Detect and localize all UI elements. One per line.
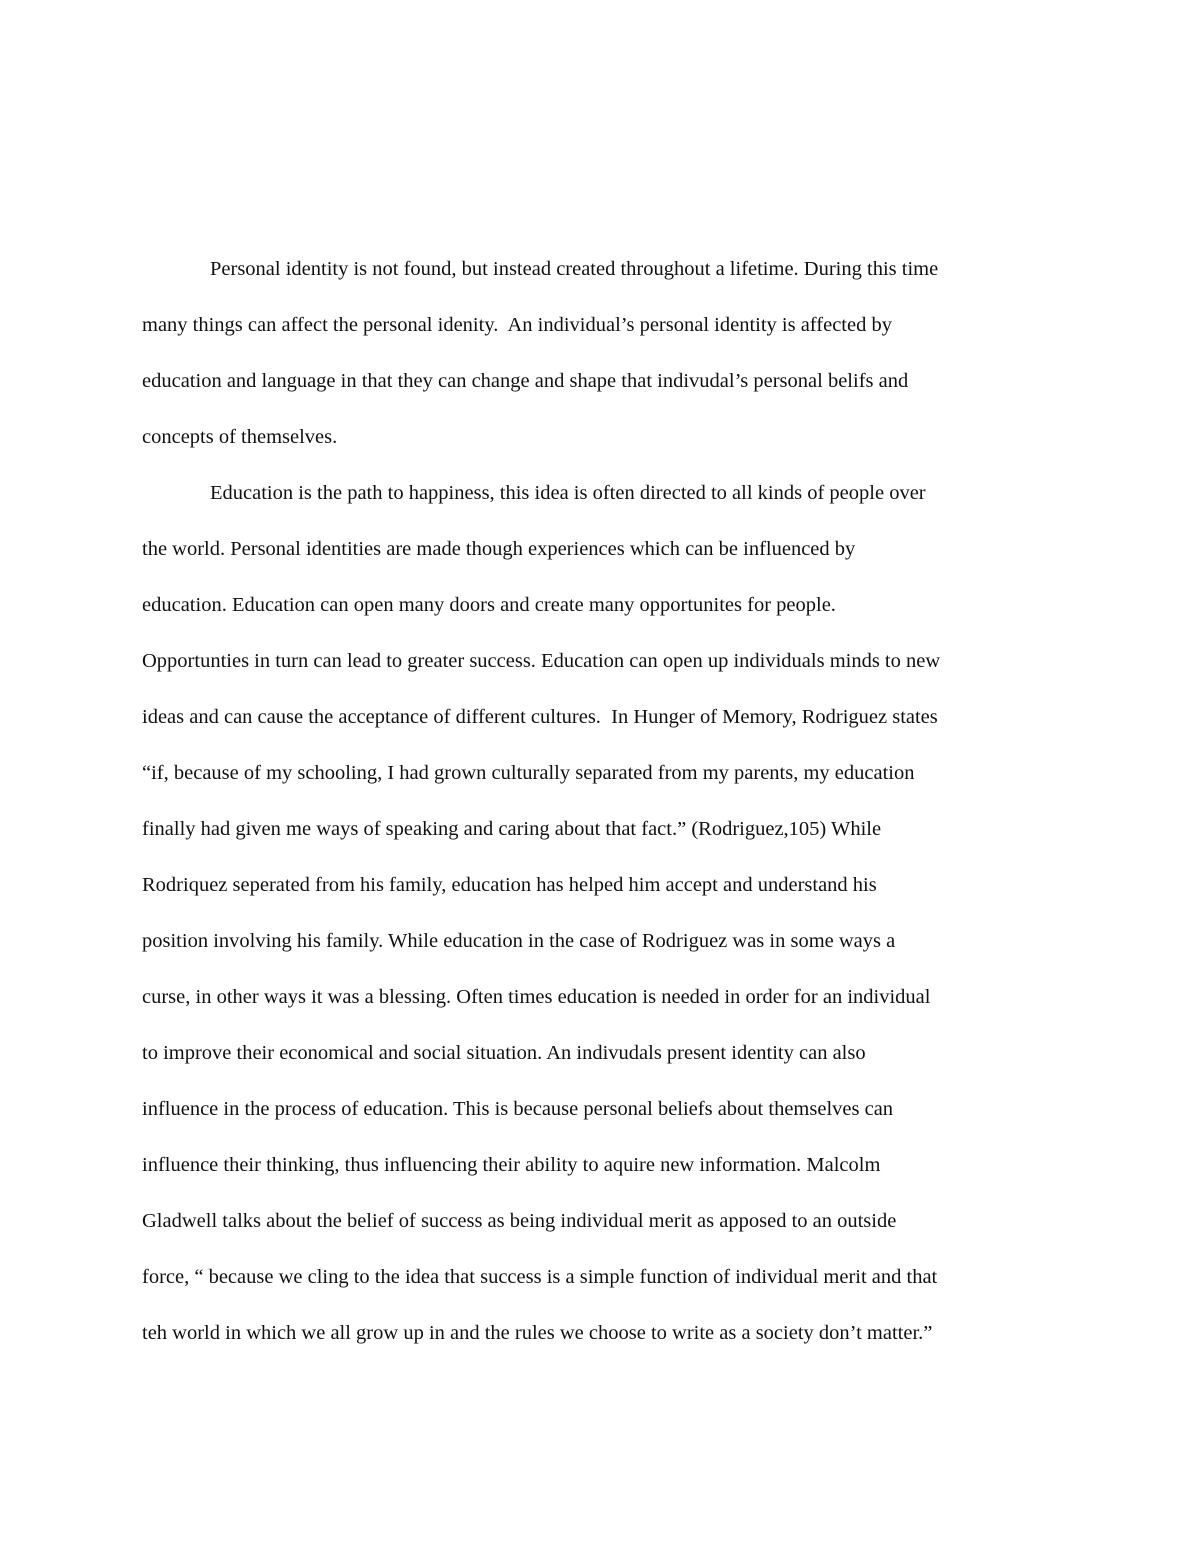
paragraph-2-line-10: curse, in other ways it was a blessing. Often times education is needed in order for an individual [142, 986, 931, 1008]
paragraph-1-line-2: many things can affect the personal idenity. An individual’s personal identity is affected by [142, 314, 892, 336]
paragraph-2-line-16: teh world in which we all grow up in and the rules we choose to write as a society don’t matter.” [142, 1322, 933, 1344]
paragraph-2-line-1: Education is the path to happiness, this idea is often directed to all kinds of people over [210, 482, 926, 504]
paragraph-2-line-14: Gladwell talks about the belief of success as being individual merit as apposed to an outside [142, 1210, 897, 1232]
paragraph-2-line-8: Rodriquez seperated from his family, education has helped him accept and understand his [142, 874, 877, 896]
paragraph-2-line-11: to improve their economical and social situation. An indivudals present identity can also [142, 1042, 866, 1064]
paragraph-2-line-2: the world. Personal identities are made though experiences which can be influenced by [142, 538, 856, 560]
paragraph-2-line-7: finally had given me ways of speaking and caring about that fact.” (Rodriguez,105) While [142, 818, 882, 840]
essay-body [142, 248, 1062, 1368]
paragraph-2-line-12: influence in the process of education. This is because personal beliefs about themselves can [142, 1098, 894, 1120]
paragraph-2-line-15: force, “ because we cling to the idea that success is a simple function of individual merit and that [142, 1266, 938, 1288]
paragraph-2-line-9: position involving his family. While education in the case of Rodriguez was in some ways a [142, 930, 896, 952]
paragraph-2-line-5: ideas and can cause the acceptance of different cultures. In Hunger of Memory, Rodriguez states [142, 706, 938, 728]
paragraph-1-line-4: concepts of themselves. [142, 426, 338, 448]
paragraph-2-line-4: Opportunties in turn can lead to greater success. Education can open up individuals minds to new [142, 650, 941, 672]
paragraph-2-line-13: influence their thinking, thus influencing their ability to aquire new information. Malcolm [142, 1154, 881, 1176]
paragraph-2-line-3: education. Education can open many doors and create many opportunites for people. [142, 594, 836, 616]
paragraph-1-line-1: Personal identity is not found, but instead created throughout a lifetime. During this time [210, 258, 939, 280]
paragraph-2-line-6: “if, because of my schooling, I had grown culturally separated from my parents, my education [142, 762, 915, 784]
paragraph-1-line-3: education and language in that they can change and shape that indivudal’s personal belifs and [142, 370, 909, 392]
